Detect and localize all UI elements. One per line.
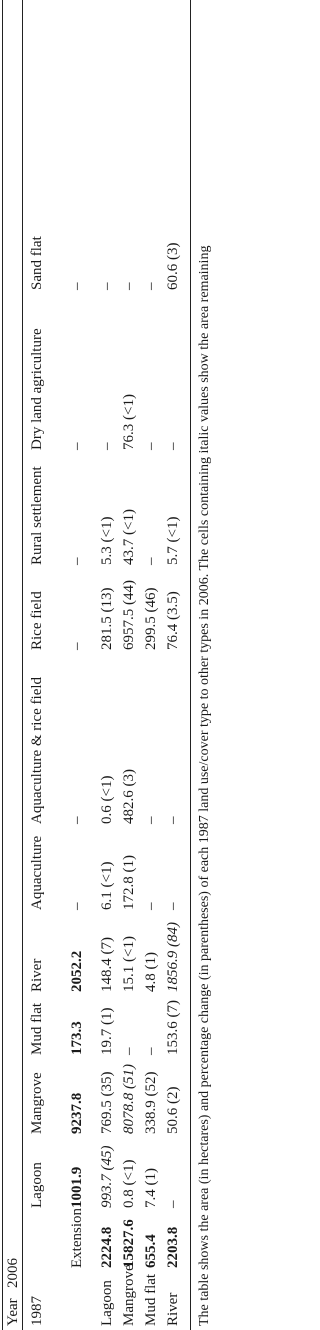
dash: – — [69, 442, 85, 450]
cell: 153.6 (7) — [165, 1000, 181, 1055]
cell: 76.4 (3.5) — [165, 591, 181, 650]
dash: – — [69, 816, 85, 824]
dash: – — [69, 642, 85, 650]
cell: 6.1 (<1) — [99, 861, 115, 910]
cell: 15.1 (<1) — [121, 936, 137, 992]
dash: – — [143, 1047, 159, 1055]
col-aquaculture: Aquaculture — [29, 835, 45, 910]
dash: – — [143, 902, 159, 910]
dash: – — [121, 282, 137, 290]
year-label: Year — [5, 1298, 21, 1326]
year-1987: 1987 — [29, 1296, 45, 1326]
col-rice-field: Rice field — [29, 591, 45, 650]
cell: 338.9 (52) — [143, 1071, 159, 1134]
row-extension-mud-flat: 655.4 — [143, 1234, 159, 1268]
cell: 281.5 (13) — [99, 587, 115, 650]
dash: – — [165, 1200, 181, 1208]
cell: 0.8 (<1) — [121, 1159, 137, 1208]
cell: 482.6 (3) — [121, 769, 137, 824]
bottom-rule — [190, 0, 191, 1330]
row-label-river: River — [165, 1292, 181, 1326]
header-rule — [22, 0, 23, 1330]
cell: 8078.8 (51) — [121, 1064, 137, 1134]
row-extension-mangrove: 15827.6 — [121, 1219, 137, 1268]
dash: – — [143, 557, 159, 565]
ext-lagoon: 1001.9 — [69, 1166, 85, 1208]
dash: – — [99, 282, 115, 290]
cell: 76.3 (<1) — [121, 394, 137, 450]
col-mangrove: Mangrove — [29, 1072, 45, 1134]
col-aquaculture-rice: Aquaculture & rice field — [29, 676, 45, 824]
dash: – — [69, 902, 85, 910]
cell: 1856.9 (84) — [165, 922, 181, 992]
col-dry-land: Dry land agriculture — [29, 328, 45, 450]
cell: 172.8 (1) — [121, 855, 137, 910]
col-lagoon: Lagoon — [29, 1162, 45, 1208]
cell: 5.7 (<1) — [165, 516, 181, 565]
col-mud-flat: Mud flat — [29, 1002, 45, 1055]
dash: – — [165, 902, 181, 910]
dash: – — [69, 282, 85, 290]
row-label-mud-flat: Mud flat — [143, 1273, 159, 1326]
cell: 19.7 (1) — [99, 1007, 115, 1055]
cell: 769.5 (35) — [99, 1071, 115, 1134]
cell: 993.7 (45) — [99, 1145, 115, 1208]
row-label-mangrove: Mangrove — [121, 1264, 137, 1326]
dash: – — [143, 442, 159, 450]
cell: 148.4 (7) — [99, 937, 115, 992]
dash: – — [143, 282, 159, 290]
dash: – — [99, 442, 115, 450]
cell: 4.8 (1) — [143, 952, 159, 992]
row-label-lagoon: Lagoon — [99, 1280, 115, 1326]
cell: 60.6 (3) — [165, 242, 181, 290]
col-sand-flat: Sand flat — [29, 236, 45, 290]
col-rural-settlement: Rural settlement — [29, 466, 45, 565]
cell: 43.7 (<1) — [121, 509, 137, 565]
cell: 50.6 (2) — [165, 1086, 181, 1134]
col-river: River — [29, 958, 45, 992]
cell: 299.5 (46) — [143, 587, 159, 650]
table-caption: The table shows the area (in hectares) and percentage change (in parentheses) of each 1987 land use/cover type to other types in 2006. The cells containing italic values show the area remaining — [197, 245, 212, 1326]
ext-mud-flat: 173.3 — [69, 1021, 85, 1055]
year-2006: 2006 — [5, 1258, 21, 1288]
dash: – — [121, 1047, 137, 1055]
dash: – — [165, 816, 181, 824]
dash: – — [165, 442, 181, 450]
extension-label: Extension — [69, 1208, 85, 1268]
dash: – — [69, 557, 85, 565]
row-extension-river: 2203.8 — [165, 1226, 181, 1268]
dash: – — [143, 816, 159, 824]
ext-mangrove: 9237.8 — [69, 1092, 85, 1134]
cell: 6957.5 (44) — [121, 580, 137, 650]
row-extension-lagoon: 2224.8 — [99, 1226, 115, 1268]
top-rule — [2, 0, 3, 1330]
cell: 0.6 (<1) — [99, 775, 115, 824]
ext-river: 2052.2 — [69, 950, 85, 992]
cell: 5.3 (<1) — [99, 516, 115, 565]
cell: 7.4 (1) — [143, 1168, 159, 1208]
